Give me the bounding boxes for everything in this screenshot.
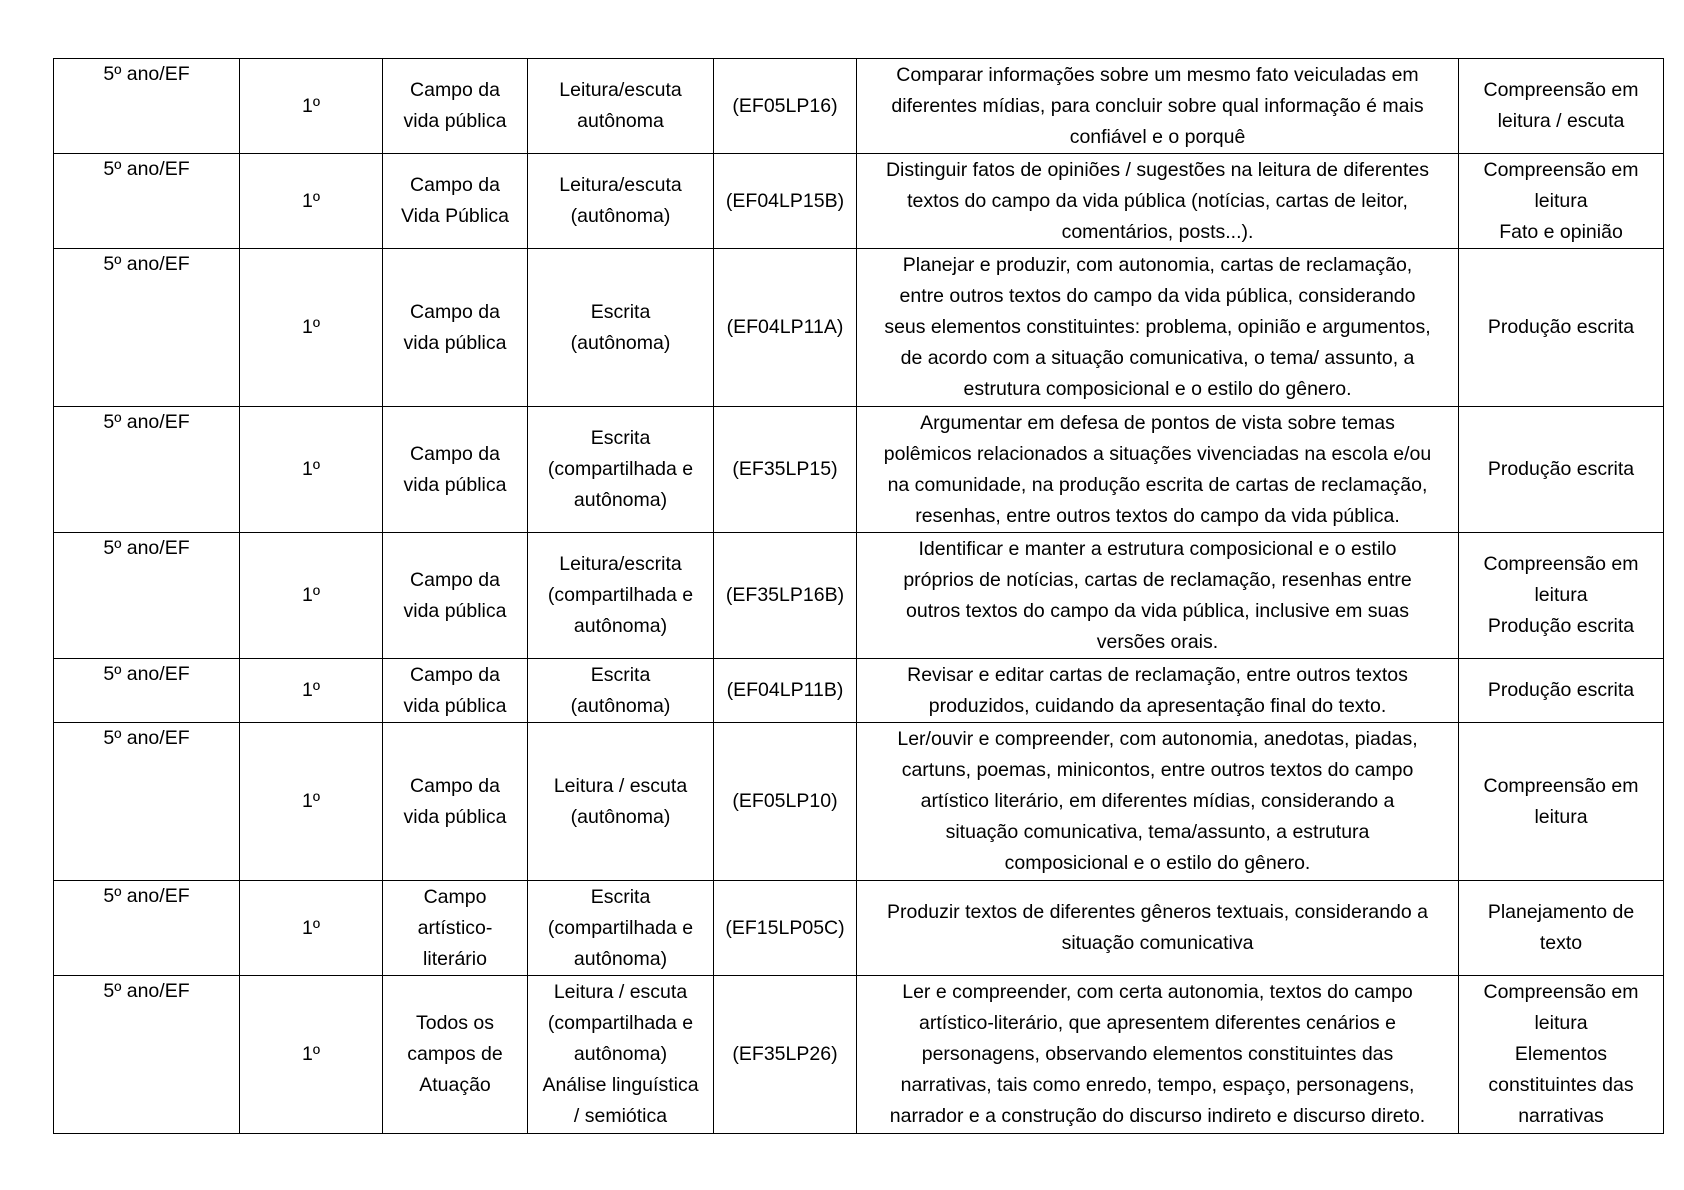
practice-line: (autônoma) (570, 805, 671, 828)
field-line: Campo da (410, 774, 500, 797)
skill-description-line: confiável e o porquê (1069, 125, 1246, 148)
skill-description-line: seus elementos constituintes: problema, opinião e argumentos, (884, 316, 1431, 338)
skill-code-text: (EF35LP16B) (725, 584, 845, 606)
skill-code-cell (714, 407, 857, 533)
year-text: 5º ano/EF (103, 885, 190, 907)
practice-cell (528, 533, 714, 659)
knowledge-object-line: Elementos (1514, 1043, 1608, 1065)
practice-line: autônoma) (573, 615, 668, 637)
knowledge-object-line: Compreensão em (1483, 79, 1639, 101)
knowledge-object-line: Compreensão em (1483, 774, 1639, 797)
skill-description-line: Identificar e manter a estrutura composicional e o estilo (918, 537, 1397, 560)
practice-line: autônoma) (573, 1043, 668, 1065)
skill-code-text: (EF35LP26) (732, 1043, 838, 1065)
skill-description-line: personagens, observando elementos constituintes das (921, 1043, 1394, 1065)
field-cell (383, 533, 528, 659)
practice-line: Leitura/escuta (559, 79, 682, 101)
field-line: Campo da (410, 663, 500, 686)
skill-description-line: resenhas, entre outros textos do campo da vida pública. (915, 504, 1400, 527)
skill-code-text: (EF04LP11A) (726, 316, 844, 338)
knowledge-object-line: leitura (1534, 1012, 1588, 1034)
skill-description-cell (857, 881, 1459, 976)
year-text: 5º ano/EF (103, 411, 190, 433)
skill-code-text: (EF05LP10) (732, 790, 838, 812)
bimester-text: 1º (302, 790, 320, 812)
bimester-text: 1º (302, 679, 320, 701)
field-line: campos de (407, 1043, 503, 1065)
bimester-cell (240, 723, 383, 881)
field-cell (383, 154, 528, 249)
year-text: 5º ano/EF (103, 537, 190, 559)
skill-description-line: de acordo com a situação comunicativa, o tema/ assunto, a (900, 347, 1415, 369)
field-line: vida pública (403, 331, 507, 354)
practice-cell (528, 59, 714, 154)
bimester-cell (240, 59, 383, 154)
field-line: Campo (423, 885, 487, 908)
skill-description-line: artístico literário, em diferentes mídias, considerando a (920, 790, 1395, 812)
skill-description-line: polêmicos relacionados a situações vivenciadas na escola e/ou (883, 442, 1432, 465)
table-row (54, 249, 1664, 407)
skill-description-line: Ler e compreender, com certa autonomia, textos do campo (902, 981, 1413, 1003)
skill-description-line: cartuns, poemas, minicontos, entre outros textos do campo (901, 759, 1414, 781)
year-cell (54, 976, 240, 1134)
practice-line: autônoma) (573, 489, 668, 511)
practice-cell (528, 249, 714, 407)
knowledge-object-cell (1459, 407, 1664, 533)
knowledge-object-line: Planejamento de (1487, 901, 1635, 923)
practice-cell (528, 659, 714, 723)
bimester-text: 1º (302, 316, 320, 338)
bimester-cell (240, 154, 383, 249)
year-cell (54, 249, 240, 407)
field-line: vida pública (403, 473, 507, 496)
year-cell (54, 154, 240, 249)
practice-line: (compartilhada e (547, 916, 694, 939)
table-row (54, 59, 1664, 154)
skill-description-cell (857, 154, 1459, 249)
skill-code-text: (EF05LP16) (732, 94, 838, 117)
skill-code-cell (714, 976, 857, 1134)
bimester-text: 1º (302, 916, 320, 939)
skill-description-cell (857, 407, 1459, 533)
knowledge-object-cell (1459, 723, 1664, 881)
year-cell (54, 59, 240, 154)
knowledge-object-cell (1459, 533, 1664, 659)
field-line: Campo da (410, 79, 500, 101)
bimester-text: 1º (302, 189, 320, 212)
practice-line: autônoma) (573, 947, 668, 970)
skill-description-line: situação comunicativa (1061, 932, 1254, 954)
knowledge-object-cell (1459, 881, 1664, 976)
skill-description-line: narrador e a construção do discurso indireto e discurso direto. (889, 1105, 1426, 1127)
year-text: 5º ano/EF (103, 63, 190, 85)
practice-cell (528, 976, 714, 1134)
bimester-cell (240, 533, 383, 659)
field-line: Campo da (410, 568, 500, 591)
bimester-text: 1º (302, 1043, 320, 1065)
skill-description-line: entre outros textos do campo da vida pública, considerando (899, 285, 1416, 307)
skill-code-cell (714, 533, 857, 659)
field-cell (383, 407, 528, 533)
field-cell (383, 976, 528, 1134)
curriculum-table (53, 58, 1664, 1134)
field-cell (383, 249, 528, 407)
knowledge-object-line: Produção escrita (1487, 679, 1635, 701)
practice-line: Análise linguística (542, 1074, 699, 1096)
skill-description-line: estrutura composicional e o estilo do gênero. (963, 378, 1352, 400)
knowledge-object-line: Compreensão em (1483, 981, 1639, 1003)
knowledge-object-cell (1459, 59, 1664, 154)
year-text: 5º ano/EF (103, 980, 190, 1002)
practice-line: Leitura / escuta (553, 774, 688, 797)
skill-description-line: próprios de notícias, cartas de reclamação, resenhas entre (903, 568, 1412, 591)
knowledge-object-line: Compreensão em (1483, 158, 1639, 181)
table-row (54, 659, 1664, 723)
skill-description-line: situação comunicativa, tema/assunto, a estrutura (945, 821, 1370, 843)
bimester-text: 1º (302, 458, 320, 480)
practice-line: (autônoma) (570, 331, 671, 354)
table-row (54, 881, 1664, 976)
skill-description-cell (857, 976, 1459, 1134)
skill-description-line: Comparar informações sobre um mesmo fato veiculadas em (896, 63, 1419, 86)
field-line: vida pública (403, 694, 507, 717)
practice-line: (compartilhada e (547, 1012, 694, 1034)
knowledge-object-line: narrativas (1518, 1105, 1604, 1127)
knowledge-object-line: Produção escrita (1487, 615, 1635, 637)
field-cell (383, 723, 528, 881)
field-line: vida pública (403, 805, 507, 828)
field-line: Atuação (419, 1074, 491, 1096)
field-line: literário (423, 947, 487, 970)
table-row (54, 407, 1664, 533)
knowledge-object-line: Produção escrita (1487, 458, 1635, 480)
year-cell (54, 881, 240, 976)
skill-description-line: Argumentar em defesa de pontos de vista sobre temas (920, 411, 1395, 434)
practice-line: (compartilhada e (547, 584, 694, 606)
practice-line: Escrita (590, 427, 651, 449)
knowledge-object-line: leitura (1534, 189, 1588, 212)
skill-description-cell (857, 59, 1459, 154)
skill-description-line: outros textos do campo da vida pública, inclusive em suas (906, 599, 1409, 622)
practice-line: Escrita (590, 300, 651, 323)
skill-code-cell (714, 723, 857, 881)
skill-description-line: Produzir textos de diferentes gêneros textuais, considerando a (887, 901, 1428, 923)
skill-description-line: Ler/ouvir e compreender, com autonomia, anedotas, piadas, (897, 728, 1418, 750)
knowledge-object-line: leitura / escuta (1497, 110, 1625, 132)
bimester-text: 1º (302, 584, 320, 606)
year-text: 5º ano/EF (103, 727, 190, 749)
skill-description-line: composicional e o estilo do gênero. (1004, 852, 1311, 874)
field-line: vida pública (403, 110, 507, 132)
practice-cell (528, 154, 714, 249)
field-cell (383, 59, 528, 154)
bimester-cell (240, 249, 383, 407)
practice-line: Escrita (590, 663, 651, 686)
bimester-cell (240, 881, 383, 976)
practice-line: (autônoma) (570, 694, 671, 717)
year-cell (54, 659, 240, 723)
skill-code-text: (EF35LP15) (732, 458, 838, 480)
skill-description-cell (857, 249, 1459, 407)
bimester-cell (240, 407, 383, 533)
year-cell (54, 723, 240, 881)
skill-description-line: diferentes mídias, para concluir sobre qual informação é mais (891, 94, 1424, 117)
skill-code-cell (714, 659, 857, 723)
practice-line: Leitura/escuta (559, 174, 682, 196)
skill-code-text: (EF15LP05C) (725, 916, 845, 939)
knowledge-object-line: leitura (1534, 584, 1588, 606)
skill-code-cell (714, 249, 857, 407)
practice-line: Leitura / escuta (553, 981, 688, 1003)
year-cell (54, 533, 240, 659)
table-body (54, 59, 1664, 1134)
field-line: Campo da (410, 300, 500, 323)
bimester-cell (240, 659, 383, 723)
skill-description-line: Revisar e editar cartas de reclamação, entre outros textos (907, 663, 1408, 686)
skill-description-line: artístico-literário, que apresentem diferentes cenários e (919, 1012, 1396, 1034)
skill-description-cell (857, 533, 1459, 659)
field-line: Campo da (410, 174, 500, 196)
field-line: artístico- (417, 916, 493, 939)
skill-code-text: (EF04LP11B) (726, 679, 844, 701)
field-cell (383, 659, 528, 723)
skill-description-line: textos do campo da vida pública (notícias, cartas de leitor, (907, 189, 1408, 212)
skill-description-line: Planejar e produzir, com autonomia, cartas de reclamação, (902, 254, 1413, 276)
table-row (54, 723, 1664, 881)
knowledge-object-cell (1459, 659, 1664, 723)
skill-description-line: narrativas, tais como enredo, tempo, espaço, personagens, (900, 1074, 1415, 1096)
practice-line: Leitura/escrita (559, 553, 682, 575)
skill-description-cell (857, 723, 1459, 881)
skill-description-line: comentários, posts...). (1061, 220, 1254, 243)
skill-code-cell (714, 154, 857, 249)
field-cell (383, 881, 528, 976)
skill-code-cell (714, 881, 857, 976)
knowledge-object-line: Produção escrita (1487, 316, 1635, 338)
bimester-text: 1º (302, 94, 320, 117)
knowledge-object-line: leitura (1534, 805, 1588, 828)
skill-description-cell (857, 659, 1459, 723)
practice-cell (528, 881, 714, 976)
field-line: Campo da (410, 442, 500, 465)
year-text: 5º ano/EF (103, 253, 190, 275)
table-row (54, 533, 1664, 659)
knowledge-object-cell (1459, 154, 1664, 249)
knowledge-object-line: Compreensão em (1483, 553, 1639, 575)
knowledge-object-cell (1459, 249, 1664, 407)
practice-line: autônoma (577, 110, 664, 132)
practice-line: (compartilhada e (547, 458, 694, 480)
practice-line: / semiótica (573, 1105, 668, 1127)
practice-line: Escrita (590, 885, 651, 908)
field-line: vida pública (403, 599, 507, 622)
skill-description-line: produzidos, cuidando da apresentação final do texto. (928, 694, 1387, 717)
skill-code-text: (EF04LP15B) (725, 189, 845, 212)
skill-code-cell (714, 59, 857, 154)
skill-description-line: na comunidade, na produção escrita de cartas de reclamação, (887, 473, 1428, 496)
table-row (54, 154, 1664, 249)
practice-cell (528, 723, 714, 881)
knowledge-object-line: Fato e opinião (1499, 220, 1623, 243)
knowledge-object-line: texto (1539, 932, 1583, 954)
skill-description-line: Distinguir fatos de opiniões / sugestões na leitura de diferentes (885, 158, 1430, 181)
skill-description-line: versões orais. (1096, 630, 1219, 653)
year-text: 5º ano/EF (103, 663, 190, 685)
practice-line: (autônoma) (570, 205, 671, 227)
bimester-cell (240, 976, 383, 1134)
year-cell (54, 407, 240, 533)
practice-cell (528, 407, 714, 533)
year-text: 5º ano/EF (103, 158, 190, 180)
field-line: Vida Pública (400, 205, 510, 227)
table-row (54, 976, 1664, 1134)
field-line: Todos os (415, 1012, 495, 1034)
knowledge-object-cell (1459, 976, 1664, 1134)
knowledge-object-line: constituintes das (1488, 1074, 1634, 1096)
